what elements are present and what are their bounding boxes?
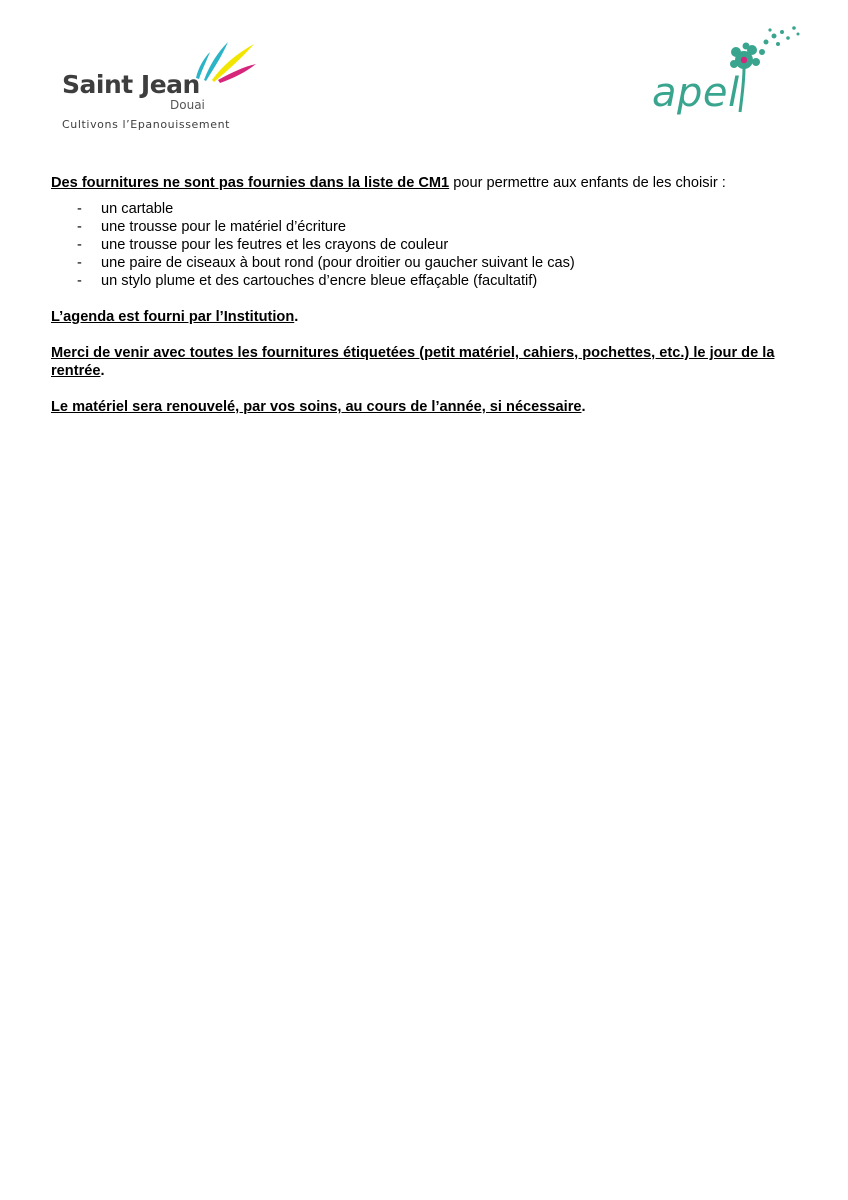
list-dash: - (77, 201, 82, 217)
list-dash: - (77, 273, 82, 289)
saint-jean-tagline: Cultivons l’Epanouissement (62, 118, 231, 131)
intro-rest: pour permettre aux enfants de les choisir : (449, 175, 726, 191)
spacer (51, 290, 831, 308)
supply-list (51, 200, 831, 290)
spacer (51, 326, 831, 344)
intro-bold: Des fournitures ne sont pas fournies dans la liste de CM1 (51, 175, 450, 191)
document-header (0, 0, 848, 150)
list-dash: - (77, 255, 82, 271)
list-item: - un cartable (77, 201, 174, 217)
list-item: - une trousse pour le matériel d’écriture (77, 219, 346, 235)
list-item: - un stylo plume et des cartouches d’encre bleue effaçable (facultatif) (77, 273, 538, 289)
apel-logo (648, 22, 808, 132)
list-dash: - (77, 237, 82, 253)
intro-paragraph (51, 174, 831, 192)
merci-paragraph: Merci de venir avec toutes les fournitures étiquetées (petit matériel, cahiers, pochettes, etc.) le jour de la rentrée. (51, 345, 775, 379)
apel-wordmark: apel (652, 70, 740, 116)
list-dash: - (77, 219, 82, 235)
saint-jean-logo (54, 34, 274, 138)
list-item: - une paire de ciseaux à bout rond (pour droitier ou gaucher suivant le cas) (77, 255, 575, 271)
document-body (51, 174, 831, 416)
materiel-paragraph: Le matériel sera renouvelé, par vos soins, au cours de l’année, si nécessaire. (51, 399, 586, 415)
saint-jean-name: Saint Jean (62, 70, 200, 99)
spacer (51, 380, 831, 398)
list-item: - une trousse pour les feutres et les crayons de couleur (77, 237, 449, 253)
saint-jean-city: Douai (170, 98, 205, 112)
agenda-paragraph: L’agenda est fourni par l’Institution. (51, 309, 299, 325)
